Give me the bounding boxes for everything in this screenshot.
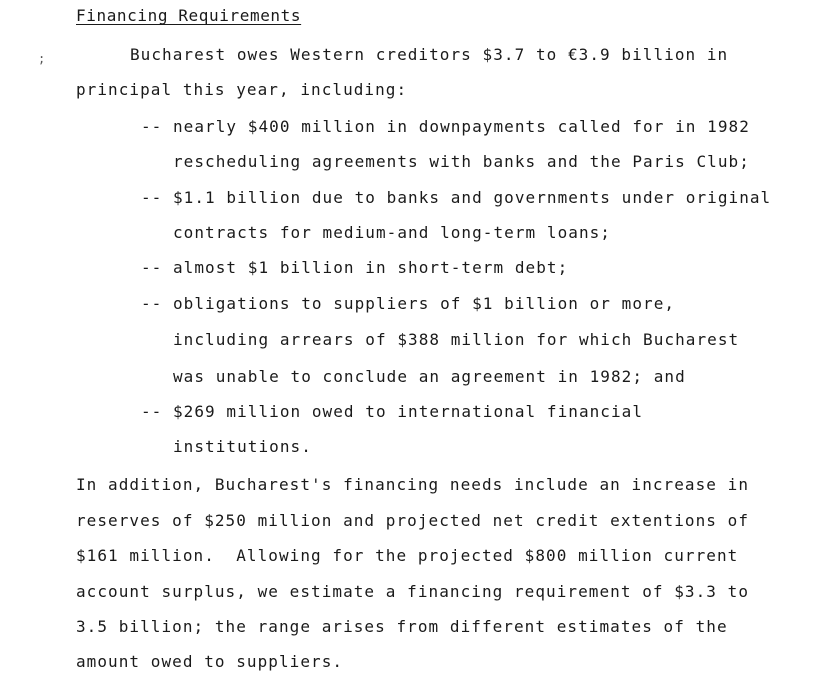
intro-line-2: principal this year, including: bbox=[76, 80, 408, 99]
bullet-dash: -- bbox=[141, 188, 163, 207]
closing-line-5: 3.5 billion; the range arises from different estimates of the bbox=[76, 617, 728, 636]
bullet-1-line-2: rescheduling agreements with banks and the Paris Club; bbox=[173, 152, 750, 171]
bullet-2-line-2: contracts for medium-and long-term loans; bbox=[173, 223, 611, 242]
bullet-4-line-3: was unable to conclude an agreement in 1982; and bbox=[173, 367, 686, 386]
closing-line-2: reserves of $250 million and projected net credit extentions of bbox=[76, 511, 750, 530]
bullet-dash: -- bbox=[141, 294, 163, 313]
margin-mark: ; bbox=[38, 52, 46, 66]
bullet-4-line-2: including arrears of $388 million for which Bucharest bbox=[173, 330, 740, 349]
bullet-3-line-1: almost $1 billion in short-term debt; bbox=[173, 258, 569, 277]
bullet-1-line-1: nearly $400 million in downpayments called for in 1982 bbox=[173, 117, 750, 136]
closing-line-4: account surplus, we estimate a financing requirement of $3.3 to bbox=[76, 582, 750, 601]
bullet-4-line-1: obligations to suppliers of $1 billion or more, bbox=[173, 294, 676, 313]
bullet-dash: -- bbox=[141, 258, 163, 277]
bullet-5-line-1: $269 million owed to international financial bbox=[173, 402, 644, 421]
bullet-2-line-1: $1.1 billion due to banks and governments under original bbox=[173, 188, 772, 207]
closing-line-1: In addition, Bucharest's financing needs include an increase in bbox=[76, 475, 750, 494]
section-heading: Financing Requirements bbox=[76, 6, 302, 25]
closing-line-6: amount owed to suppliers. bbox=[76, 652, 344, 671]
bullet-dash: -- bbox=[141, 402, 163, 421]
intro-line-1: Bucharest owes Western creditors $3.7 to €3.9 billion in bbox=[130, 45, 729, 64]
bullet-5-line-2: institutions. bbox=[173, 437, 312, 456]
bullet-dash: -- bbox=[141, 117, 163, 136]
closing-line-3: $161 million. Allowing for the projected $800 million current bbox=[76, 546, 739, 565]
